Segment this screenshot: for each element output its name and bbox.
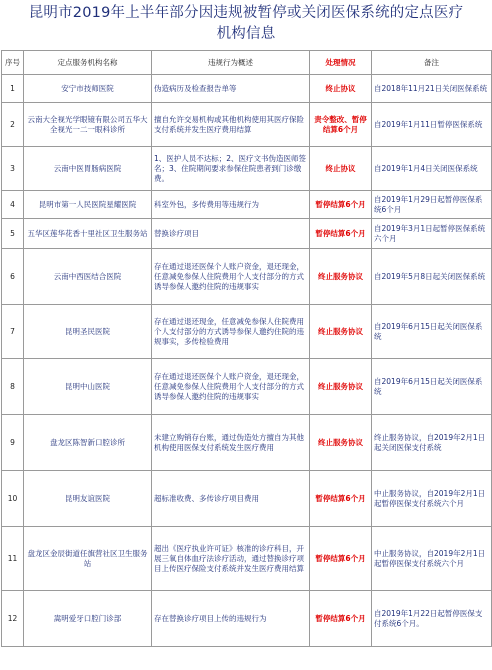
row-no: 1 — [2, 75, 24, 103]
header-note: 备注 — [372, 51, 492, 75]
row-note: 自2019年1月11日暂停医保系统 — [372, 103, 492, 147]
table-row — [2, 147, 492, 191]
row-violation: 未建立购销存台账，通过伪造处方擅自为其他机构使用医保支付系统发生医疗费用 — [152, 415, 310, 471]
row-violation: 科室外包，多传费用等违规行为 — [152, 191, 310, 219]
table-row — [2, 191, 492, 219]
row-name: 安宁市技师医院 — [24, 75, 152, 103]
row-note: 自2019年6月15日起关闭医保系统 — [372, 359, 492, 415]
table-row — [2, 305, 492, 359]
row-no: 5 — [2, 219, 24, 249]
row-name: 五华区莲华花香十里社区卫生服务站 — [24, 219, 152, 249]
table-row — [2, 527, 492, 591]
table-row — [2, 249, 492, 305]
row-note: 自2019年6月15日起关闭医保系统 — [372, 305, 492, 359]
row-note: 终止服务协议，自2019年2月1日起关闭医保支付系统 — [372, 415, 492, 471]
row-status: 暂停结算6个月 — [310, 591, 372, 647]
header-violation: 违规行为概述 — [152, 51, 310, 75]
institutions-table — [1, 50, 492, 647]
header-status: 处理情况 — [310, 51, 372, 75]
row-note: 自2019年1月29日起暂停医保系统6个月 — [372, 191, 492, 219]
row-name: 云南中医胃肠病医院 — [24, 147, 152, 191]
row-name: 昆明圣民医院 — [24, 305, 152, 359]
table-row — [2, 591, 492, 647]
table-row — [2, 359, 492, 415]
page-title: 昆明市2019年上半年部分因违规被暂停或关闭医保系统的定点医疗机构信息 — [28, 5, 464, 42]
row-violation: 存在通过退还医保个人账户资金，退还现金，任意减免参保人住院费用个人支付部分的方式诱导参保人邀约住院的违规事实 — [152, 249, 310, 305]
row-violation: 超出《医疗执业许可证》核准的诊疗科目，开展三氧自体血疗法诊疗活动，通过替换诊疗项目上传医疗保险支付系统并发生医疗费用结算 — [152, 527, 310, 591]
row-name: 云南中西医结合医院 — [24, 249, 152, 305]
row-no: 11 — [2, 527, 24, 591]
row-status: 暂停结算6个月 — [310, 219, 372, 249]
header-name: 定点服务机构名称 — [24, 51, 152, 75]
row-note: 自2019年5月8日起关闭医保系统 — [372, 249, 492, 305]
row-violation: 擅自允许交易机构或其他机构使用其医疗保险支付系统并发生医疗费用结算 — [152, 103, 310, 147]
row-name: 盘龙区金辰街道任旗营社区卫生服务站 — [24, 527, 152, 591]
row-name: 昆明中山医院 — [24, 359, 152, 415]
table-header-row — [2, 51, 492, 75]
row-name: 盘龙区陈智新口腔诊所 — [24, 415, 152, 471]
row-note: 自2019年3月1日起暂停医保系统六个月 — [372, 219, 492, 249]
row-violation: 替换诊疗项目 — [152, 219, 310, 249]
row-status: 终止服务协议 — [310, 249, 372, 305]
row-violation: 存在通过退还现金，任意减免参保人住院费用个人支付部分的方式诱导参保人邀约住院的违规事实，多传检验费用 — [152, 305, 310, 359]
row-no: 3 — [2, 147, 24, 191]
row-violation: 超标准收费、多传诊疗项目费用 — [152, 471, 310, 527]
row-note: 自2018年11月21日关闭医保系统 — [372, 75, 492, 103]
row-no: 2 — [2, 103, 24, 147]
row-no: 12 — [2, 591, 24, 647]
row-status: 终止协议 — [310, 147, 372, 191]
row-note: 自2019年1月4日关闭医保系统 — [372, 147, 492, 191]
row-no: 8 — [2, 359, 24, 415]
row-status: 暂停结算6个月 — [310, 471, 372, 527]
table-row — [2, 471, 492, 527]
row-note: 自2019年1月22日起暂停医保支付系统6个月。 — [372, 591, 492, 647]
row-status: 终止协议 — [310, 75, 372, 103]
row-status: 终止服务协议 — [310, 415, 372, 471]
row-status: 终止服务协议 — [310, 305, 372, 359]
row-name: 云南大全视光学眼镜有限公司五华大全视光一二一眼科诊所 — [24, 103, 152, 147]
table-row — [2, 219, 492, 249]
row-no: 7 — [2, 305, 24, 359]
row-no: 9 — [2, 415, 24, 471]
row-name: 昆明友谊医院 — [24, 471, 152, 527]
row-violation: 1、医护人员不达标；2、医疗文书伪造医师签名；3、住院期间要求参保住院患者到门诊缴费。 — [152, 147, 310, 191]
row-status: 暂停结算6个月 — [310, 527, 372, 591]
row-no: 10 — [2, 471, 24, 527]
row-no: 4 — [2, 191, 24, 219]
row-violation: 存在通过退还医保个人账户资金，退还现金，任意减免参保人住院费用个人支付部分的方式诱导参保人邀约住院的违规事实 — [152, 359, 310, 415]
row-name: 嵩明爱牙口腔门诊部 — [24, 591, 152, 647]
row-status: 暂停结算6个月 — [310, 191, 372, 219]
row-no: 6 — [2, 249, 24, 305]
table-row — [2, 103, 492, 147]
header-no: 序号 — [2, 51, 24, 75]
row-name: 昆明市第一人民医院星耀医院 — [24, 191, 152, 219]
row-note: 中止服务协议，自2019年2月1日起暂停医保支付系统六个月 — [372, 527, 492, 591]
table-row — [2, 75, 492, 103]
row-violation: 存在替换诊疗项目上传的违规行为 — [152, 591, 310, 647]
row-violation: 伪造病历及检查报告单等 — [152, 75, 310, 103]
row-note: 中止服务协议，自2019年2月1日起暂停医保支付系统六个月 — [372, 471, 492, 527]
row-status: 责令整改、暂停结算6个月 — [310, 103, 372, 147]
table-row — [2, 415, 492, 471]
row-status: 终止服务协议 — [310, 359, 372, 415]
